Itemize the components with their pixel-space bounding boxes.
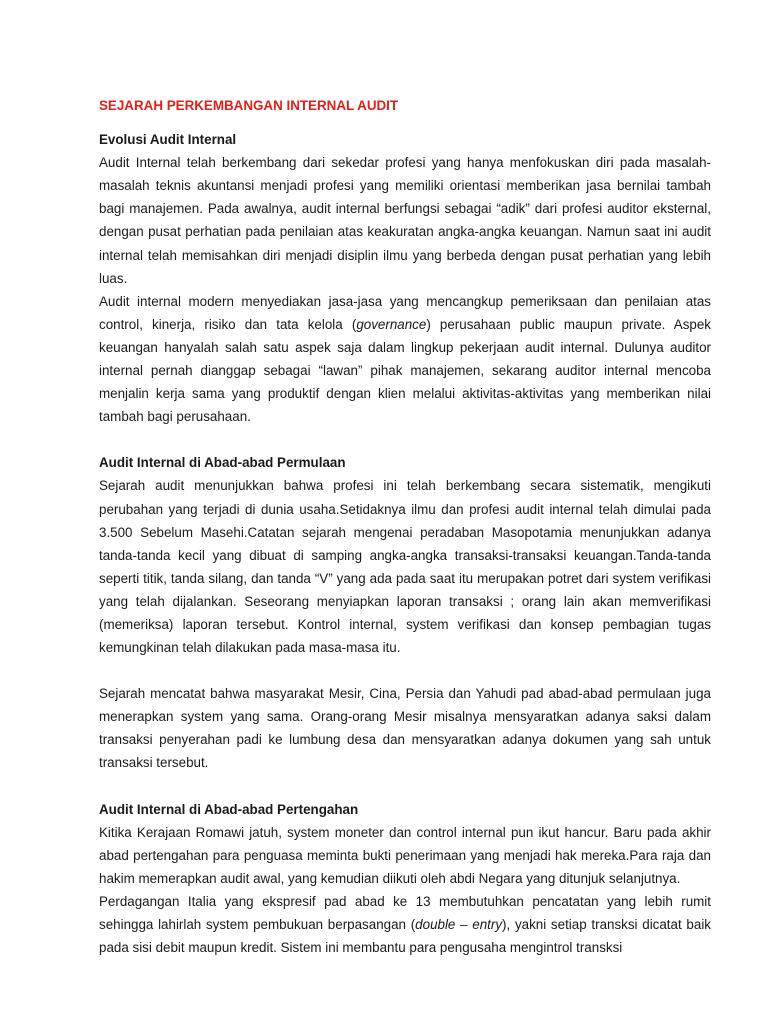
document-title: SEJARAH PERKEMBANGAN INTERNAL AUDIT — [99, 98, 399, 113]
section-heading-pertengahan: Audit Internal di Abad-abad Pertengahan — [99, 801, 359, 817]
paragraph: Sejarah mencatat bahwa masyarakat Mesir, Cina, Persia dan Yahudi pad abad-abad permulaan juga menerapkan system yang sama. Orang-orang Mesir misalnya mensyaratkan adanya saksi dalam transaksi penyerahan padi ke lumbung desa dan mensyaratkan adanya dokumen yang sah untuk transaksi tersebut. — [99, 686, 711, 771]
paragraph: Kitika Kerajaan Romawi jatuh, system moneter dan control internal pun ikut hancur. Baru pada akhir abad pertengahan para penguasa meminta bukti penerimaan yang menjadi hak mereka.Para raja dan hakim memerapkan audit awal, yang kemudian diikuti oleh abdi Negara yang ditunjuk selanjutnya. — [99, 824, 711, 886]
paragraph: Sejarah audit menunjukkan bahwa profesi ini telah berkembang secara sistematik, mengikuti perubahan yang terjadi di dunia usaha.Setidaknya ilmu dan profesi audit internal telah dimulai pada 3.500 Sebelum Masehi.Catatan sejarah mengenai peradaban Masopotamia menunjukkan adanya tanda-tanda kecil yang dibuat di samping angka-angka transaksi-transaksi keuangan.Tanda-tanda seperti titik, tanda silang, dan tanda “V” yang ada pada saat itu merupakan potret dari system verifikasi yang telah dijalankan. Seseorang menyiapkan laporan transaksi ; orang lain akan memverifikasi (memeriksa) laporan tersebut. Kontrol internal, system verifikasi dan konsep pembagian tugas kemungkinan telah dilakukan pada masa-masa itu. — [99, 478, 711, 656]
paragraph: Audit Internal telah berkembang dari sekedar profesi yang hanya menfokuskan diri pada masalah-masalah teknis akuntansi menjadi profesi yang memiliki orientasi memberikan jasa bernilai tambah bagi manajemen. Pada awalnya, audit internal berfungsi sebagai “adik” dari profesi auditor eksternal, dengan pusat perhatian pada penilaian atas keakuratan angka-angka keuangan. Namun saat ini audit internal telah memisahkan diri menjadi disiplin ilmu yang berbeda dengan pusat perhatian yang lebih luas. — [99, 155, 711, 286]
section-heading-permulaan: Audit Internal di Abad-abad Permulaan — [99, 455, 346, 471]
italic-term: double – entry — [415, 917, 503, 932]
text-run: Perdagangan Italia yang ekspresif pad abad ke 13 membutuhkan pencatatan yang lebih rumit sehingga lahirlah system pembukuan berpasangan ( — [99, 893, 711, 932]
paragraph — [99, 290, 711, 429]
text-run: ), yakni setiap transksi dicatat baik pada sisi debit maupun kredit. Sistem ini membantu para pengusaha mengintrol transksi — [99, 917, 711, 956]
paragraph — [99, 890, 711, 959]
section-heading-evolusi: Evolusi Audit Internal — [99, 132, 237, 148]
text-run: Audit internal modern menyediakan jasa-jasa yang mencangkup pemeriksaan dan penilaian atas control, kinerja, risiko dan tata kelola ( — [99, 293, 711, 332]
text-run: ) perusahaan public maupun private. Aspek keuangan hanyalah salah satu aspek saja dalam lingkup pekerjaan audit internal. Dulunya auditor internal pernah dianggap sebagai “lawan” pihak manajemen, sekarang auditor internal mencoba menjalin kerja sama yang produktif dengan klien melalui aktivitas-aktivitas yang memberikan nilai tambah bagi perusahaan. — [99, 316, 711, 425]
italic-term: governance — [356, 316, 427, 332]
document-page — [99, 94, 711, 959]
